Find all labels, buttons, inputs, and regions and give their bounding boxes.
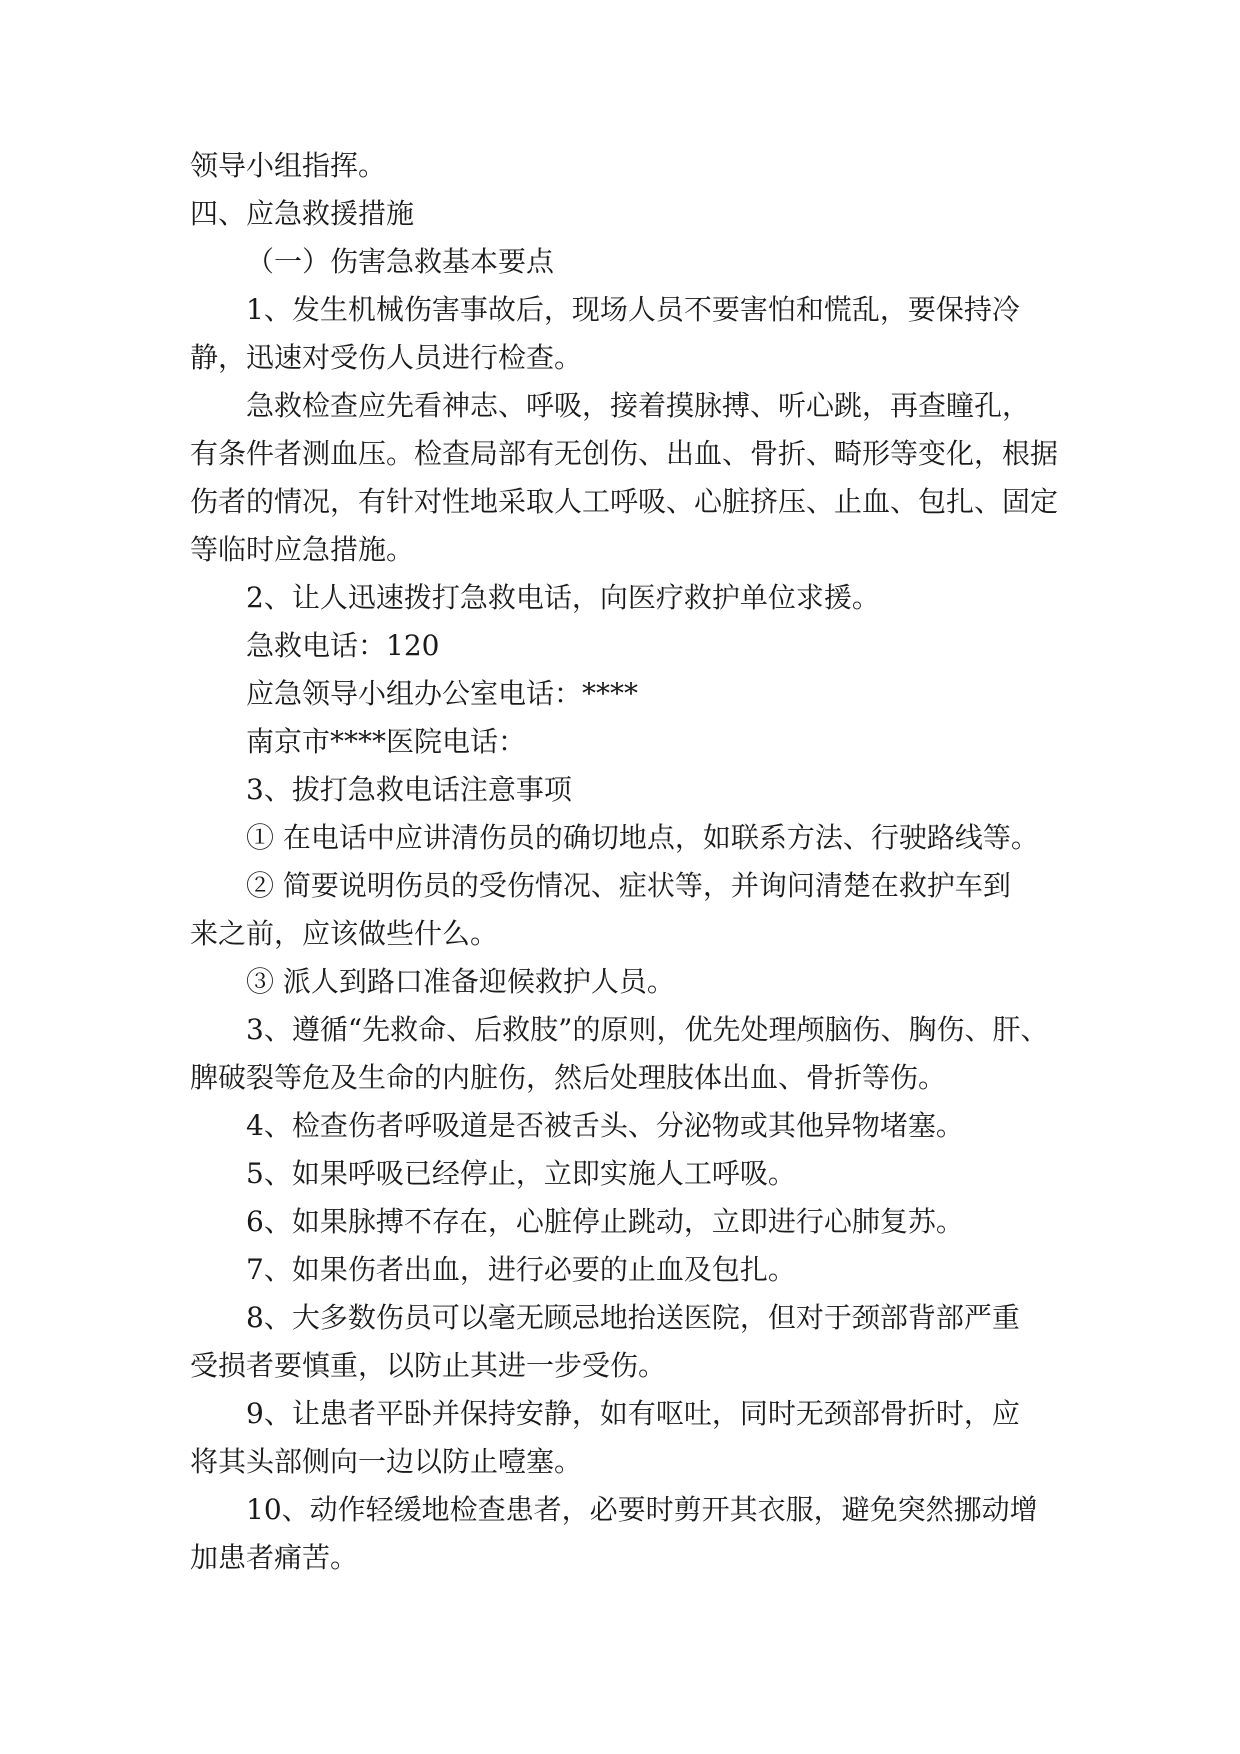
text-line: 2、让人迅速拨打急救电话，向医疗救护单位求援。 (246, 581, 880, 614)
text-line: 6、如果脉搏不存在，心脏停止跳动，立即进行心肺复苏。 (246, 1205, 964, 1238)
subsection-heading: （一）伤害急救基本要点 (246, 245, 555, 278)
text-line: 9、让患者平卧并保持安静，如有呕吐，同时无颈部骨折时，应 (246, 1397, 1020, 1430)
hospital-phone-line: 南京市****医院电话： (246, 725, 527, 758)
text-line: 将其头部侧向一边以防止噎塞。 (190, 1445, 583, 1478)
text-line: 3、拔打急救电话注意事项 (246, 773, 572, 806)
text-line: 8、大多数伤员可以毫无顾忌地抬送医院，但对于颈部背部严重 (246, 1301, 1020, 1334)
text-line: 伤者的情况，有针对性地采取人工呼吸、心脏挤压、止血、包扎、固定 (190, 485, 1059, 518)
text-line: 脾破裂等危及生命的内脏伤，然后处理肢体出血、骨折等伤。 (190, 1061, 947, 1094)
list-item: ② 简要说明伤员的受伤情况、症状等，并询问清楚在救护车到 (246, 869, 1011, 902)
section-heading: 四、应急救援措施 (190, 197, 415, 230)
text-line: 7、如果伤者出血，进行必要的止血及包扎。 (246, 1253, 796, 1286)
list-item: ③ 派人到路口准备迎候救护人员。 (246, 965, 675, 998)
text-line: 加患者痛苦。 (190, 1541, 359, 1574)
text-line: 静，迅速对受伤人员进行检查。 (190, 341, 583, 374)
text-line: 受损者要慎重，以防止其进一步受伤。 (190, 1349, 667, 1382)
text-line: 5、如果呼吸已经停止，立即实施人工呼吸。 (246, 1157, 796, 1190)
emergency-phone-line: 急救电话：120 (246, 629, 440, 662)
text-line: 来之前，应该做些什么。 (190, 917, 499, 950)
text-line: 3、遵循“先救命、后救肢”的原则，优先处理颅脑伤、胸伤、肝、 (246, 1013, 1049, 1046)
text-line: 急救检查应先看神志、呼吸，接着摸脉搏、听心跳，再查瞳孔， (246, 389, 1031, 422)
text-line: 领导小组指挥。 (190, 149, 387, 182)
text-line: 等临时应急措施。 (190, 533, 415, 566)
text-line: 10、动作轻缓地检查患者，必要时剪开其衣服，避免突然挪动增 (246, 1493, 1038, 1526)
text-line: 有条件者测血压。检查局部有无创伤、出血、骨折、畸形等变化，根据 (190, 437, 1059, 470)
list-item: ① 在电话中应讲清伤员的确切地点，如联系方法、行驶路线等。 (246, 821, 1039, 854)
document-body (190, 142, 1060, 1582)
text-line: 4、检查伤者呼吸道是否被舌头、分泌物或其他异物堵塞。 (246, 1109, 964, 1142)
office-phone-line: 应急领导小组办公室电话：**** (246, 677, 639, 710)
text-line: 1、发生机械伤害事故后，现场人员不要害怕和慌乱，要保持冷 (246, 293, 1020, 326)
